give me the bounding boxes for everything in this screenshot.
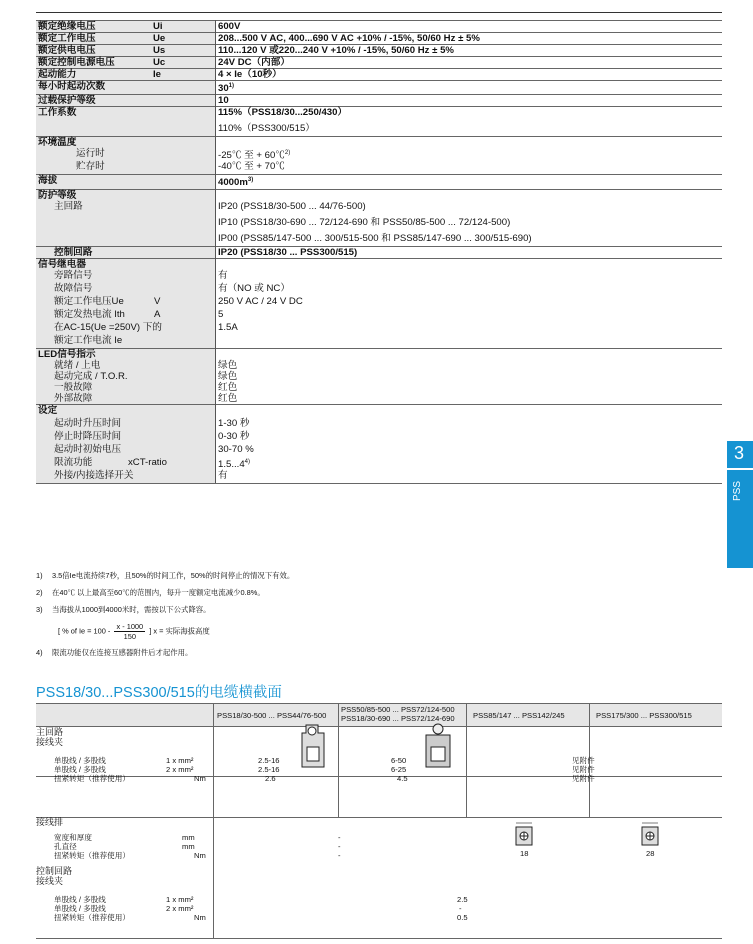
col2-value: 6-50: [391, 756, 407, 765]
spec-label: [36, 189, 216, 201]
spec-value: [216, 217, 723, 233]
spec-value-text: 30-70 %: [218, 443, 254, 455]
spec-symbol: Ue: [153, 33, 166, 44]
spec-value: [216, 69, 723, 81]
spec-label: [36, 348, 216, 360]
spec-label-text: 额定供电电压: [38, 45, 96, 56]
spec-value: [216, 175, 723, 189]
unit-nm: Nm: [194, 913, 206, 922]
spec-value: [216, 382, 723, 393]
spec-value-text: 208...500 V AC, 400...690 V AC +10% / -15%, 50/60 Hz ± 5%: [218, 33, 480, 44]
spec-value-text: 110%（PSS300/515）: [218, 123, 315, 135]
spec-row: [36, 123, 722, 137]
spec-label: [36, 161, 216, 175]
spec-value-text: IP00 (PSS85/147-500 ... 300/515-500 和 PSS85/147-690 ... 300/515-690): [218, 232, 532, 244]
spec-value-text: 绿色: [218, 370, 238, 382]
spec-value-text: 30: [218, 83, 229, 95]
spec-row: [36, 360, 722, 371]
spec-value: [216, 348, 723, 360]
spec-label: [36, 335, 216, 349]
accessory-note: 见附件: [572, 774, 595, 783]
col1-value: 2.6: [265, 774, 276, 783]
spec-label-text: 运行时: [76, 148, 105, 160]
cable-section-title: PSS18/30...PSS300/515的电缆横截面: [36, 685, 282, 701]
unit-mm: mm: [182, 833, 195, 842]
spec-row: [36, 21, 722, 33]
spec-value: [216, 335, 723, 349]
spec-label: [36, 81, 216, 95]
spec-value: [216, 107, 723, 124]
spec-label-text: 控制回路: [54, 246, 93, 258]
spec-value-text: 0-30 秒: [218, 430, 250, 442]
spec-label-text: 起动完成 / T.O.R.: [54, 370, 128, 382]
spec-value: [216, 270, 723, 283]
spec-label-text: 过载保护等级: [38, 95, 96, 107]
spec-row: [36, 189, 722, 201]
spec-label: [36, 470, 216, 484]
spec-value-text: 24V DC（内部）: [218, 57, 290, 68]
spec-label: [36, 201, 216, 217]
chapter-number: 3: [734, 443, 745, 463]
spec-value-text: -40℃ 至 + 70℃: [218, 161, 285, 173]
spec-value: [216, 148, 723, 161]
footnote-ref: 2): [284, 150, 291, 157]
spec-label-text: 一般故障: [54, 381, 93, 393]
spec-value-text: 4000m: [218, 177, 248, 189]
footnote-ref: 3): [247, 177, 254, 184]
spec-value-text: 红色: [218, 381, 238, 393]
spec-value-text: 10: [218, 95, 229, 107]
spec-label-text: 在AC-15(Ue =250V) 下的: [54, 321, 162, 333]
spec-label-text: 额定绝缘电压: [38, 21, 96, 32]
header-col2-line2: PSS18/30-690 ... PSS72/124-690: [341, 714, 455, 723]
torque-label: 扭紧转矩（推荐使用）: [54, 851, 130, 860]
spec-row: [36, 348, 722, 360]
spec-label: [36, 382, 216, 393]
spec-value: [216, 123, 723, 137]
row-divider: [36, 817, 722, 818]
busbar-value: 18: [520, 849, 529, 858]
spec-value-text: 1.5A: [218, 321, 238, 333]
spec-label: [36, 371, 216, 382]
spec-value: [216, 309, 723, 322]
spec-label: [36, 360, 216, 371]
accessory-note: 见附件: [572, 765, 595, 774]
spec-row: [36, 258, 722, 270]
spec-symbol: Us: [153, 45, 166, 56]
busbar-label: 接线排: [36, 817, 64, 827]
spec-label-text: 额定控制电源电压: [38, 57, 115, 68]
spec-label: [36, 296, 216, 309]
spec-value-text: -25℃ 至 + 60℃: [218, 150, 285, 162]
spec-value: [216, 57, 723, 69]
spec-label: [36, 21, 216, 33]
unit-1x: 1 x mm²: [166, 756, 194, 765]
spec-label: [36, 95, 216, 107]
spec-label: [36, 175, 216, 189]
control-value: 2.5: [457, 895, 468, 904]
spec-row: [36, 283, 722, 296]
unit-mm: mm: [182, 842, 195, 851]
spec-value: [216, 404, 723, 418]
spec-row: [36, 107, 722, 124]
spec-value: [216, 95, 723, 107]
spec-label-text: 就绪 / 上电: [54, 359, 101, 371]
spec-label-text: 停止时降压时间: [54, 430, 122, 442]
col-divider: [466, 703, 467, 817]
spec-row: [36, 371, 722, 382]
spec-value: [216, 161, 723, 175]
spec-row: [36, 296, 722, 309]
spec-label: [36, 69, 216, 81]
spec-value-text: 600V: [218, 21, 241, 32]
spec-label: [36, 246, 216, 258]
spec-value-text: 5: [218, 308, 224, 320]
spec-label-text: 贮存时: [76, 161, 105, 173]
spec-value-text: IP10 (PSS18/30-690 ... 72/124-690 和 PSS50/85-500 ... 72/124-500): [218, 216, 511, 228]
clamp-terminal-icon: [422, 723, 454, 771]
spec-label-text: 额定发热电流 Ith: [54, 308, 125, 320]
spec-label: [36, 233, 216, 247]
spec-value-text: 110...120 V 或220...240 V +10% / -15%, 50/60 Hz ± 5%: [218, 45, 454, 56]
spec-label: [36, 444, 216, 457]
spec-label-text: 设定: [38, 404, 58, 416]
single-multi-label: 单股线 / 多股线: [54, 904, 106, 913]
spec-value: [216, 21, 723, 33]
spec-label: [36, 123, 216, 137]
spec-value: [216, 283, 723, 296]
col1-value: 2.5-16: [258, 756, 280, 765]
terminal-label: 接线夹: [36, 737, 64, 747]
spec-label-text: 外接/内接选择开关: [54, 469, 134, 481]
spec-row: [36, 470, 722, 484]
spec-row: [36, 161, 722, 175]
spec-label: [36, 404, 216, 418]
cable-table: [36, 703, 722, 939]
spec-label: [36, 418, 216, 431]
spec-table: [36, 20, 722, 484]
spec-label-text: 额定工作电压: [38, 33, 96, 44]
spec-value-text: 1-30 秒: [218, 417, 250, 429]
spec-row: [36, 418, 722, 431]
spec-value-text: 250 V AC / 24 V DC: [218, 295, 303, 307]
spec-value-text: 1.5...4: [218, 458, 245, 470]
spec-label-text: 工作系数: [38, 107, 77, 119]
spec-row: [36, 457, 722, 470]
single-multi-label: 单股线 / 多股线: [54, 895, 106, 904]
busbar-dash: -: [338, 842, 341, 851]
spec-label: [36, 137, 216, 149]
spec-label-text: 防护等级: [38, 189, 77, 201]
spec-label: [36, 217, 216, 233]
spec-row: [36, 270, 722, 283]
spec-row: [36, 444, 722, 457]
accessory-note: 见附件: [572, 756, 595, 765]
busbar-dash: -: [338, 833, 341, 842]
spec-symbol: Ui: [153, 21, 163, 32]
spec-label-text: 起动时升压时间: [54, 417, 122, 429]
col2-value: 6-25: [391, 765, 407, 774]
torque-label: 扭紧转矩（推荐使用）: [54, 913, 130, 922]
spec-value: [216, 81, 723, 95]
unit-2x: 2 x mm²: [166, 765, 194, 774]
spec-label-text: 每小时起动次数: [38, 81, 106, 92]
header-col2-line1: PSS50/85-500 ... PSS72/124-500: [341, 705, 455, 714]
clamp-terminal-icon: [298, 723, 326, 771]
spec-value-text: IP20 (PSS18/30 ... PSS300/515): [218, 246, 358, 258]
spec-label: [36, 45, 216, 57]
spec-row: [36, 201, 722, 217]
spec-symbol: Uc: [153, 57, 166, 68]
spec-label-text: 旁路信号: [54, 269, 93, 281]
table-bottom-rule: [36, 938, 722, 939]
unit-1x: 1 x mm²: [166, 895, 194, 904]
busbar-icon: [634, 821, 666, 849]
spec-value: [216, 246, 723, 258]
spec-label: [36, 309, 216, 322]
spec-row: [36, 217, 722, 233]
spec-value: [216, 296, 723, 309]
spec-label: [36, 457, 216, 470]
header-col1: PSS18/30-500 ... PSS44/76-500: [217, 711, 327, 720]
spec-value: [216, 393, 723, 405]
spec-label-text: 起动时初始电压: [54, 443, 122, 455]
spec-label-text: 限流功能: [54, 456, 93, 468]
chapter-label: PSS: [732, 481, 743, 502]
footnote-ref: 1): [228, 83, 235, 89]
spec-row: [36, 233, 722, 247]
spec-label: [36, 33, 216, 45]
spec-value-text: 有: [218, 469, 228, 481]
spec-label: [36, 57, 216, 69]
spec-label: [36, 393, 216, 405]
spec-unit: V: [154, 295, 161, 307]
spec-value-text: IP20 (PSS18/30-500 ... 44/76-500): [218, 200, 366, 212]
spec-row: [36, 335, 722, 349]
spec-value: [216, 322, 723, 335]
single-multi-label: 单股线 / 多股线: [54, 765, 106, 774]
spec-row: [36, 322, 722, 335]
spec-value-text: 红色: [218, 392, 238, 404]
spec-label-text: 环境温度: [38, 137, 77, 149]
spec-label-text: 信号继电器: [38, 258, 86, 270]
spec-row: [36, 69, 722, 81]
footnote-ref: 4): [244, 458, 251, 465]
single-multi-label: 单股线 / 多股线: [54, 756, 106, 765]
col-divider: [213, 703, 214, 939]
spec-row: [36, 309, 722, 322]
hole-diameter-label: 孔直径: [54, 842, 77, 851]
spec-label-text: 海拔: [38, 175, 58, 187]
control-value: -: [459, 904, 462, 913]
spec-label-text: 外部故障: [54, 392, 93, 404]
main-circuit-label: 主回路: [36, 727, 64, 737]
busbar-icon: [508, 821, 540, 849]
spec-value: [216, 360, 723, 371]
spec-value-text: 115%（PSS18/30...250/430）: [218, 107, 348, 119]
footnote-4: 4) 限流功能仅在连接互感器附件后才起作用。: [36, 648, 193, 657]
spec-value: [216, 371, 723, 382]
unit-nm: Nm: [194, 851, 206, 860]
derating-formula: [ % of Ie = 100 - $\frac{x - 1000}{150}$ ] x = 实际海拔高度: [58, 622, 210, 641]
spec-value-text: 有（NO 或 NC）: [218, 282, 290, 294]
spec-row: [36, 137, 722, 149]
spec-unit: xCT-ratio: [128, 456, 167, 468]
spec-value: [216, 457, 723, 470]
spec-label: [36, 283, 216, 296]
spec-value: [216, 201, 723, 217]
unit-nm: Nm: [194, 774, 206, 783]
width-thickness-label: 宽度和厚度: [54, 833, 92, 842]
header-col3: PSS85/147 ... PSS142/245: [473, 711, 565, 720]
spec-row: [36, 382, 722, 393]
spec-unit: A: [154, 308, 161, 320]
spec-value: [216, 418, 723, 431]
spec-label: [36, 148, 216, 161]
spec-value-text: 4 × Ie（10秒）: [218, 69, 282, 80]
spec-value: [216, 33, 723, 45]
spec-value: [216, 431, 723, 444]
control-circuit-label: 控制回路: [36, 866, 73, 876]
spec-label-text: 额定工作电流 Ie: [54, 334, 123, 346]
spec-row: [36, 95, 722, 107]
spec-row: [36, 57, 722, 69]
spec-label: [36, 431, 216, 444]
spec-value: [216, 189, 723, 201]
spec-row: [36, 148, 722, 161]
spec-value-text: 有: [218, 269, 228, 281]
spec-symbol: Ie: [153, 69, 162, 80]
spec-row: [36, 45, 722, 57]
spec-value: [216, 444, 723, 457]
busbar-value: 28: [646, 849, 655, 858]
top-rule: [36, 12, 722, 13]
chapter-tab-divider: [727, 468, 753, 470]
chapter-tab[interactable]: [727, 441, 753, 568]
spec-value-text: 绿色: [218, 359, 238, 371]
spec-row: [36, 81, 722, 95]
spec-label: [36, 107, 216, 124]
header-col4: PSS175/300 ... PSS300/515: [596, 711, 692, 720]
spec-label-text: 起动能力: [38, 69, 77, 80]
spec-label-text: LED信号指示: [38, 348, 96, 360]
footnote-3: 3) 当海拔从1000到4000米时，需按以下公式降容。: [36, 605, 211, 614]
col2-value: 4.5: [397, 774, 408, 783]
footnote-2: 2) 在40℃ 以上最高至60℃的范围内，每升一度额定电流减少0.8%。: [36, 588, 265, 597]
col1-value: 2.5-16: [258, 765, 280, 774]
spec-value: [216, 137, 723, 149]
spec-row: [36, 33, 722, 45]
spec-value: [216, 45, 723, 57]
spec-row: [36, 431, 722, 444]
spec-label: [36, 322, 216, 335]
busbar-dash: -: [338, 851, 341, 860]
spec-label-text: 主回路: [54, 200, 83, 212]
footnote-1: 1) 3.5倍Ie电流持续7秒，且50%的时间工作，50%的时间停止的情况下有效。: [36, 571, 295, 580]
col-divider: [338, 703, 339, 817]
torque-label: 扭紧转矩（推荐使用）: [54, 774, 130, 783]
row-divider: [36, 776, 722, 777]
spec-row: [36, 404, 722, 418]
spec-row: [36, 246, 722, 258]
spec-label: [36, 270, 216, 283]
spec-label: [36, 258, 216, 270]
spec-value: [216, 258, 723, 270]
control-value: 0.5: [457, 913, 468, 922]
spec-row: [36, 175, 722, 189]
spec-label-text: 额定工作电压Ue: [54, 295, 124, 307]
spec-row: [36, 393, 722, 405]
unit-2x: 2 x mm²: [166, 904, 194, 913]
spec-value: [216, 233, 723, 247]
spec-value: [216, 470, 723, 484]
spec-label-text: 故障信号: [54, 282, 93, 294]
terminal-label: 接线夹: [36, 876, 64, 886]
